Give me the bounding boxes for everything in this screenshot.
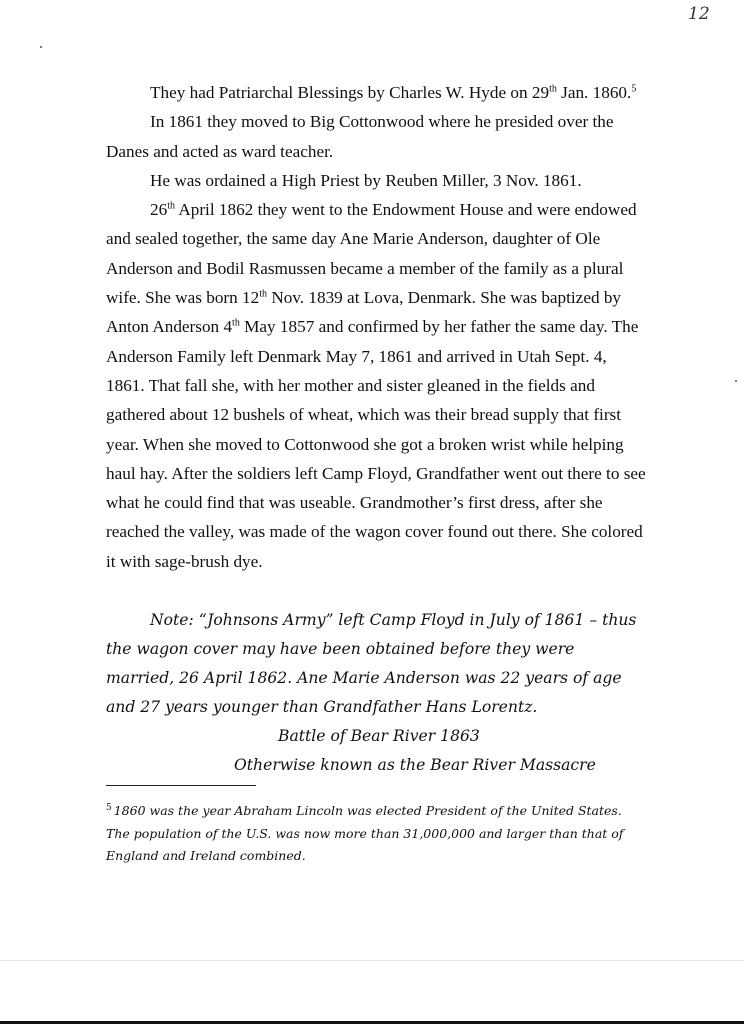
paragraph-high-priest: He was ordained a High Priest by Reuben Miller, 3 Nov. 1861. xyxy=(150,170,582,190)
paragraph-endowment-house xyxy=(106,195,646,576)
p4-text-a: April 1862 they went to the Endowment House and were endowed and sealed together, the same day Ane Marie Anderson, daughter of Ole Anderson and Bodil Rasmussen became a member of the family as a plural wife. She was born 12 xyxy=(106,200,637,308)
page-number: 12 xyxy=(688,4,710,24)
footnote-ref: 5 xyxy=(631,83,637,95)
p1-sup: th xyxy=(549,83,557,95)
note-section xyxy=(106,606,646,780)
p4-date-num: 26 xyxy=(150,200,168,220)
footnote-mark: 5 xyxy=(106,803,112,813)
scan-edge-line xyxy=(0,960,744,961)
p1-text-a: They had Patriarchal Blessings by Charles W. Hyde on 29 xyxy=(150,83,550,102)
section-subheading: Otherwise known as the Bear River Massacre xyxy=(234,756,596,774)
p4-sup2: th xyxy=(232,317,240,329)
footnote-rule xyxy=(106,785,256,786)
p4-sup1: th xyxy=(259,288,268,300)
paragraph-big-cottonwood: In 1861 they moved to Big Cottonwood where he presided over the Danes and acted as ward teacher. xyxy=(106,112,614,161)
p4-text-b: Nov. 1839 at Lova, Denmark. She was baptized by Anton Anderson 4 xyxy=(106,288,622,337)
footnote-text: 1860 was the year Abraham Lincoln was elected President of the United States. The population of the U.S. was now more than 31,000,000 and larger than that of England and Ireland combined. xyxy=(106,803,624,864)
p1-text-b: Jan. 1860. xyxy=(556,83,632,102)
note-text: Note: “Johnsons Army” left Camp Floyd in July of 1861 – thus the wagon cover may have been obtained before they were married, 26 April 1862. Ane Marie Anderson was 22 years of age and 27 years younger than Grandfather Hans Lorentz. xyxy=(106,611,637,716)
p4-text-c: May 1857 and confirmed by her father the same day. The Anderson Family left Denmark May 7, 1861 and arrived in Utah Sept. 4, 1861. That fall she, with her mother and sister gleaned in the fields and gathered about 12 bushels of wheat, which was their bread supply that first year. When she moved to Cottonwood she got a broken wrist while helping haul hay. After the soldiers left Camp Floyd, Grandfather went out there to see what he could find that was useable. Grandmother’s first dress, after she reached the valley, was made of the wagon cover found out there. She colored it with sage-brush dye. xyxy=(106,317,646,571)
paragraph-patriarchal-blessings xyxy=(106,78,646,107)
footnote xyxy=(106,797,646,868)
scan-speck xyxy=(735,380,737,382)
scan-speck xyxy=(40,46,42,48)
section-heading: Battle of Bear River 1863 xyxy=(278,727,480,745)
document-body xyxy=(106,78,646,576)
p4-date-sup: th xyxy=(167,200,175,212)
